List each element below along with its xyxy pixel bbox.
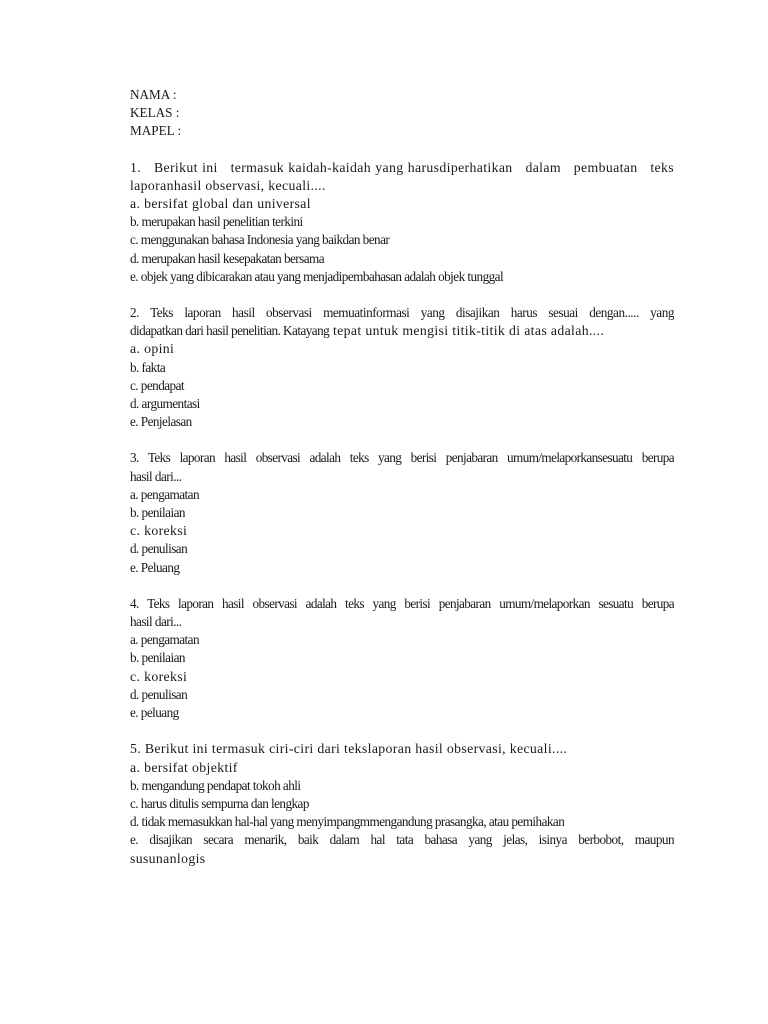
question-2-option-d: d. argumentasi [130, 396, 200, 412]
question-5-option-b: b. mengandung pendapat tokoh ahli [130, 777, 301, 793]
question-4-option-b: b. penilaian [130, 650, 185, 666]
question-4-option-d: d. penulisan [130, 686, 188, 702]
question-5-option-c: c. harus ditulis sempurna dan lengkap [130, 795, 309, 811]
question-3-option-d: d. penulisan [130, 541, 188, 557]
nama-label: NAMA : [130, 87, 177, 102]
question-1-options [130, 195, 674, 286]
mapel-label: MAPEL : [130, 123, 182, 139]
question-1-option-c: c. menggunakan bahasa Indonesia yang baikdan benar [130, 232, 390, 248]
question-2-options [130, 340, 674, 431]
question-2-stem-line-2-part-b: tepat untuk mengisi titik-titik di atas adalah.... [329, 323, 605, 339]
question-4-option-c: c. koreksi [130, 668, 188, 684]
question-2-option-e: e. Penjelasan [130, 414, 192, 430]
question-5-option-d: d. tidak memasukkan hal-hal yang menyimpangmmengandung prasangka, atau pemihakan [130, 814, 565, 830]
question-5-option-e-line-1: e. disajikan secara menarik, baik dalam hal tata bahasa yang jelas, isinya berbobot, maupun [130, 832, 674, 848]
question-2-option-b: b. fakta [130, 359, 166, 375]
question-3-stem-line-2: hasil dari... [130, 468, 182, 484]
question-5-stem-line-1: 5. Berikut ini termasuk ciri-ciri dari tekslaporan hasil observasi, kecuali.... [130, 741, 568, 757]
question-2-stem-line-2-part-a: didapatkan dari hasil penelitian. Katayang [130, 323, 330, 339]
question-3-stem-line-1: 3. Teks laporan hasil observasi adalah teks yang berisi penjabaran umum/melaporkansesuatu berupa [130, 450, 674, 466]
question-3-options [130, 486, 674, 577]
question-5-option-a: a. bersifat objektif [130, 759, 238, 775]
question-3-option-a: a. pengamatan [130, 486, 200, 502]
question-1-stem-line-2: laporanhasil observasi, kecuali.... [130, 177, 326, 193]
question-3-option-b: b. penilaian [130, 505, 185, 521]
question-2 [130, 304, 674, 431]
document-body [130, 86, 674, 868]
question-5-option-e-line-2: susunanlogis [130, 850, 206, 866]
question-2-option-a: a. opini [130, 341, 175, 357]
question-4-option-a: a. pengamatan [130, 632, 200, 648]
question-2-stem-line-1: 2. Teks laporan hasil observasi memuatinformasi yang disajikan harus sesuai dengan..... yang [130, 305, 674, 321]
question-4-options [130, 631, 674, 722]
question-3-option-e: e. Peluang [130, 559, 180, 575]
question-1-option-b: b. merupakan hasil penelitian terkini [130, 214, 303, 230]
question-1-stem-line-1: 1. Berikut ini termasuk kaidah-kaidah yang harusdiperhatikan dalam pembuatan teks [130, 159, 674, 175]
question-3 [130, 449, 674, 576]
question-2-option-c: c. pendapat [130, 377, 184, 393]
question-5-options [130, 759, 674, 868]
question-1 [130, 159, 674, 286]
question-4-option-e: e. peluang [130, 705, 179, 721]
question-4 [130, 595, 674, 722]
kelas-label: KELAS : [130, 105, 180, 121]
question-4-stem-line-2: hasil dari... [130, 614, 182, 630]
question-1-option-e: e. objek yang dibicarakan atau yang menjadipembahasan adalah objek tunggal [130, 268, 504, 284]
question-1-option-d: d. merupakan hasil kesepakatan bersama [130, 250, 325, 266]
question-2-stem-line-2 [130, 322, 674, 340]
student-info-header [130, 86, 674, 141]
question-5 [130, 740, 674, 867]
question-1-option-a: a. bersifat global dan universal [130, 196, 311, 212]
question-4-stem-line-1: 4. Teks laporan hasil observasi adalah teks yang berisi penjabaran umum/melaporkan sesuatu berupa [130, 595, 674, 611]
question-3-option-c: c. koreksi [130, 523, 188, 539]
